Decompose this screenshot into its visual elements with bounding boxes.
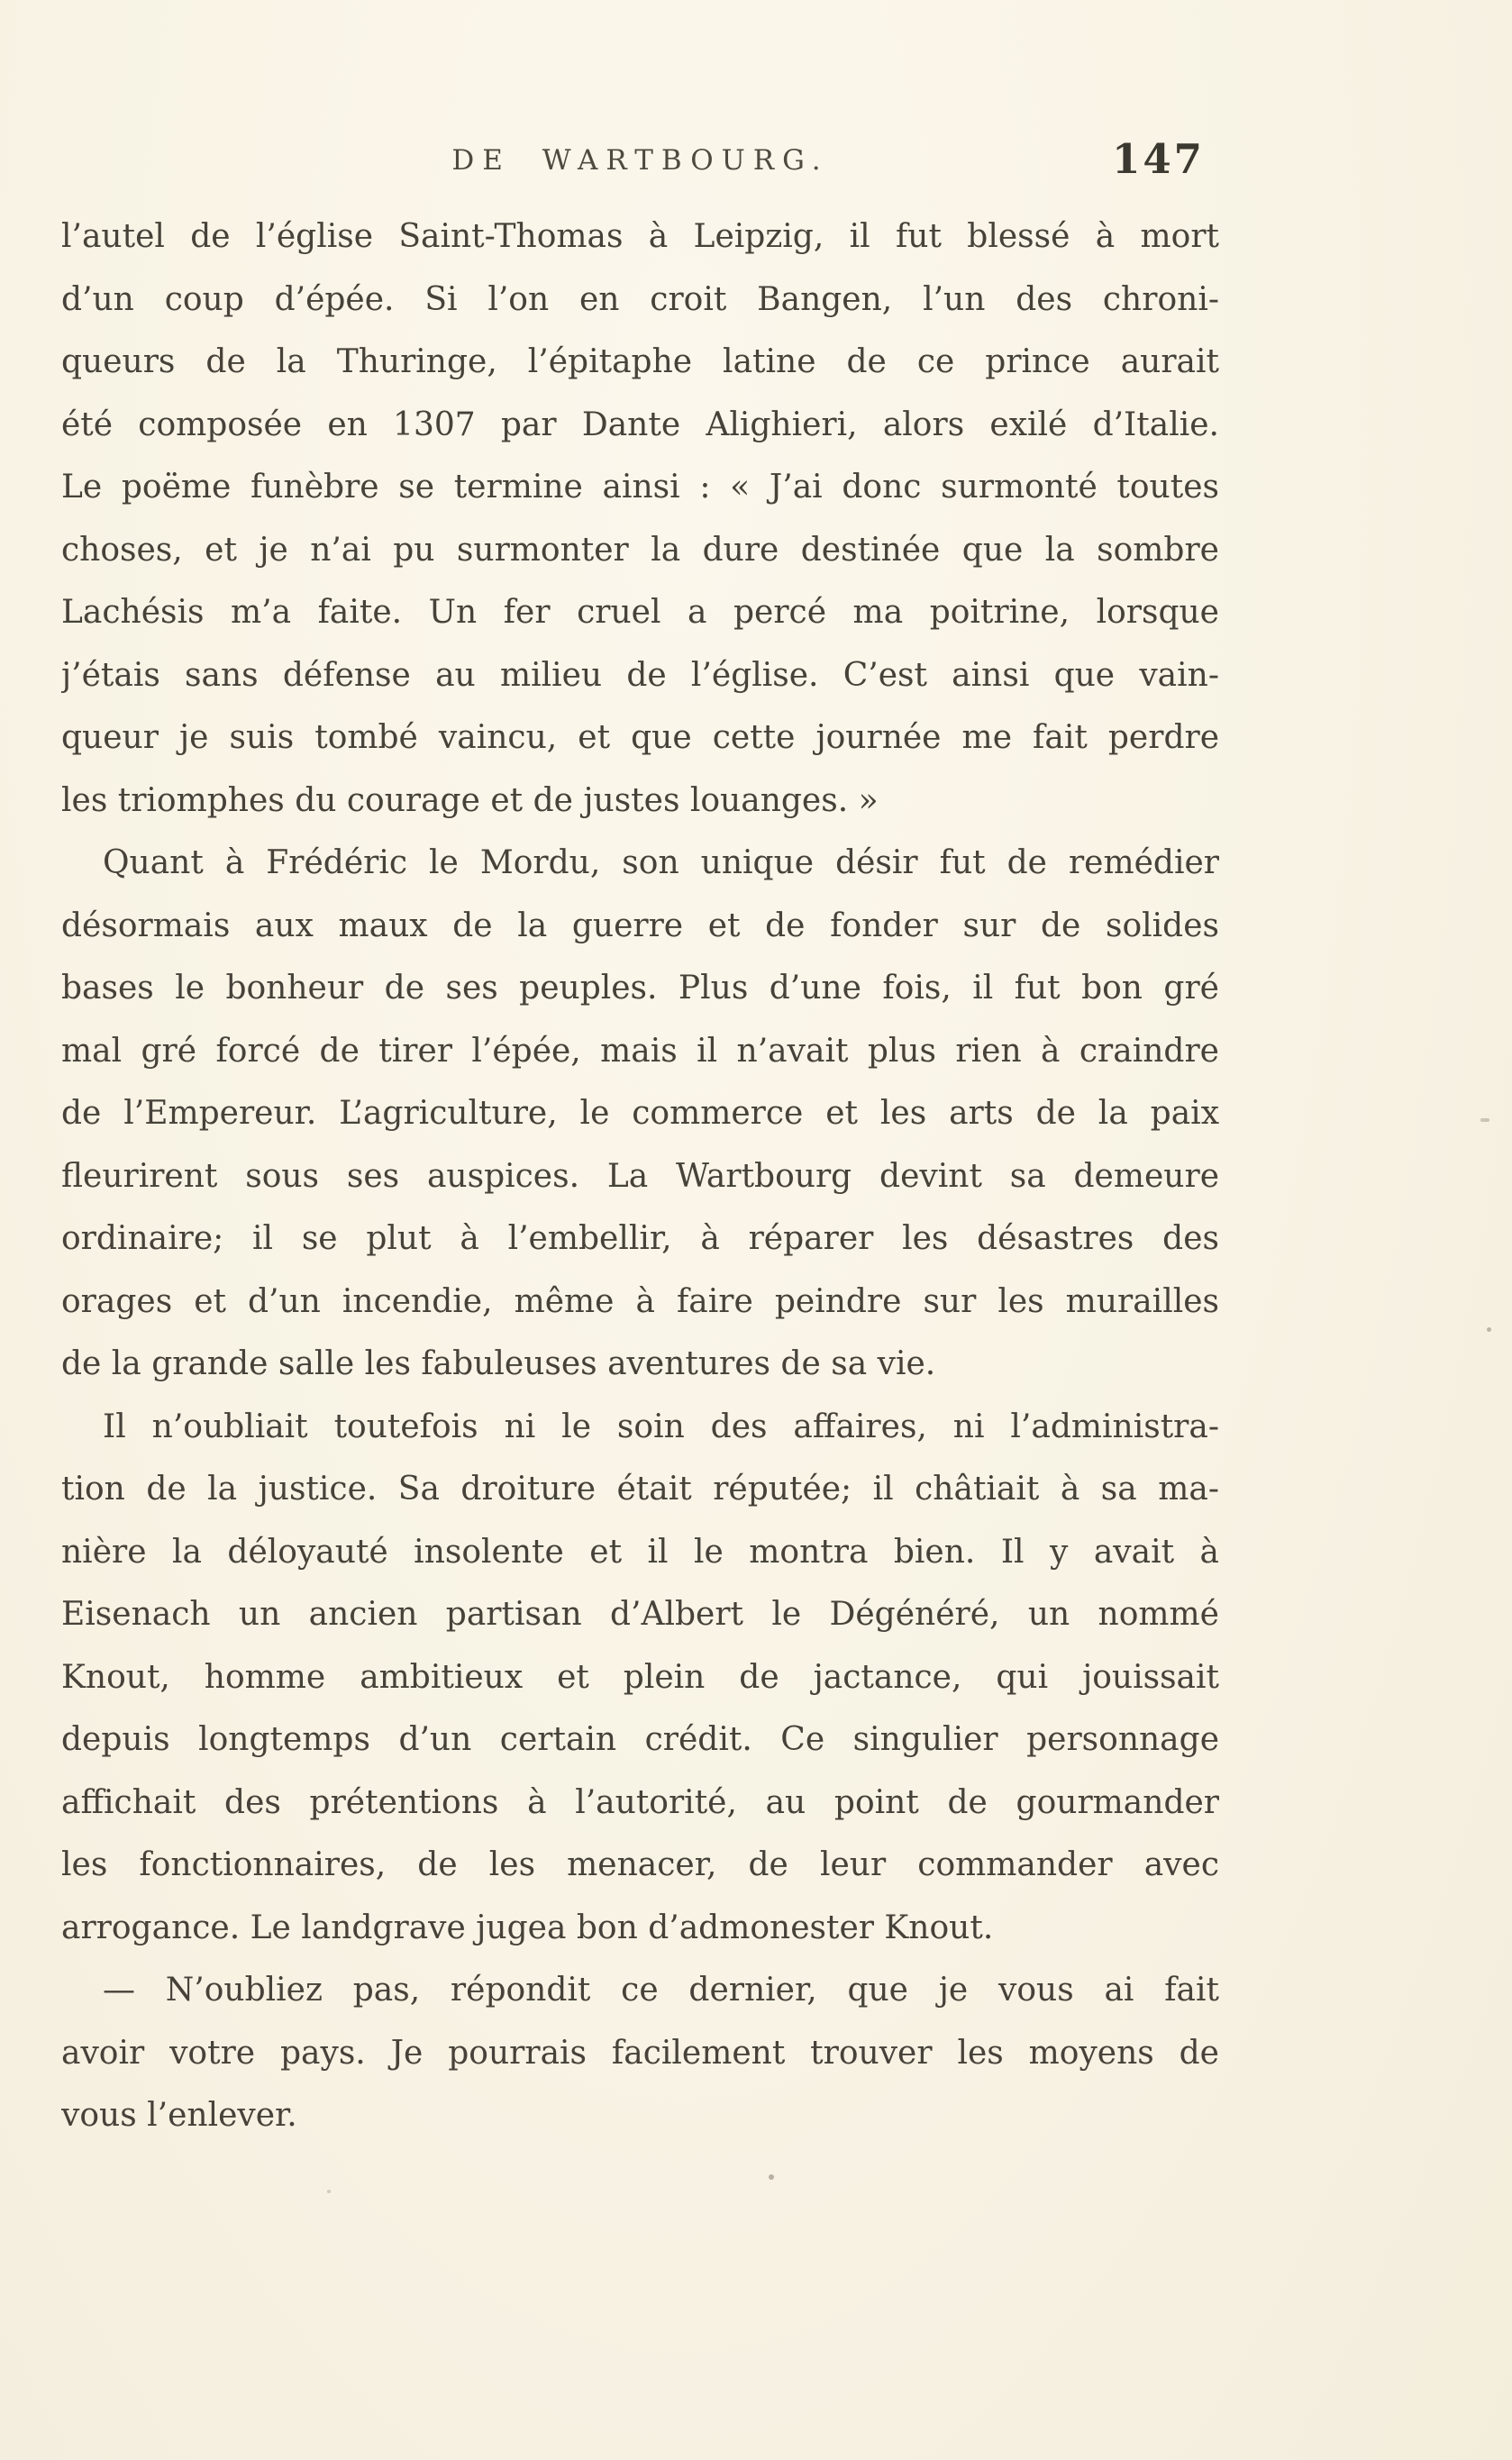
scan-speck	[327, 2190, 331, 2193]
text-line: l’autel de l’église Saint-Thomas à Leipzig, il fut blessé à mort	[61, 218, 1219, 255]
text-line: bases le bonheur de ses peuples. Plus d’une fois, il fut bon gré	[61, 970, 1219, 1007]
running-title: DE WARTBOURG.	[451, 144, 829, 177]
text-line: — N’oubliez pas, répondit ce dernier, que je vous ai fait	[103, 1972, 1219, 2009]
text-line: fleurirent sous ses auspices. La Wartbourg devint sa demeure	[61, 1157, 1219, 1195]
text-line: Quant à Frédéric le Mordu, son unique désir fut de remédier	[103, 844, 1219, 881]
text-line: désormais aux maux de la guerre et de fonder sur de solides	[61, 907, 1219, 944]
scan-speck	[1487, 1327, 1491, 1332]
text-line: été composée en 1307 par Dante Alighieri, alors exilé d’Italie.	[61, 405, 1219, 443]
text-line: d’un coup d’épée. Si l’on en croit Bangen, l’un des chroni-	[61, 280, 1219, 318]
text-line: queur je suis tombé vaincu, et que cette journée me fait perdre	[61, 719, 1219, 756]
text-line: Knout, homme ambitieux et plein de jactance, qui jouissait	[61, 1658, 1219, 1696]
text-line: les fonctionnaires, de les menacer, de leur commander avec	[61, 1846, 1219, 1883]
text-line: vous l’enlever.	[61, 2097, 297, 2134]
text-line: ordinaire; il se plut à l’embellir, à réparer les désastres des	[61, 1220, 1219, 1257]
text-line: de l’Empereur. L’agriculture, le commerce et les arts de la paix	[61, 1095, 1219, 1132]
text-line: Le poëme funèbre se termine ainsi : « J’ai donc surmonté toutes	[61, 469, 1219, 506]
text-line: orages et d’un incendie, même à faire peindre sur les murailles	[61, 1282, 1219, 1320]
text-line: les triomphes du courage et de justes louanges. »	[61, 781, 879, 819]
text-line: Lachésis m’a faite. Un fer cruel a percé ma poitrine, lorsque	[61, 594, 1219, 631]
body-text	[61, 205, 1219, 2147]
text-line: queurs de la Thuringe, l’épitaphe latine de ce prince aurait	[61, 343, 1219, 380]
scan-speck	[769, 2174, 774, 2180]
page-number: 147	[1112, 135, 1205, 183]
text-line: avoir votre pays. Je pourrais facilement trouver les moyens de	[61, 2034, 1219, 2072]
text-line: depuis longtemps d’un certain crédit. Ce singulier personnage	[61, 1721, 1219, 1758]
text-line: arrogance. Le landgrave jugea bon d’admonester Knout.	[61, 1909, 994, 1946]
text-line: nière la déloyauté insolente et il le montra bien. Il y avait à	[61, 1533, 1219, 1571]
scan-speck	[1480, 1118, 1489, 1122]
text-line: tion de la justice. Sa droiture était réputée; il châtiait à sa ma-	[61, 1471, 1219, 1508]
text-line: mal gré forcé de tirer l’épée, mais il n’avait plus rien à craindre	[61, 1032, 1219, 1070]
text-line: affichait des prétentions à l’autorité, au point de gourmander	[61, 1783, 1219, 1821]
text-line: j’étais sans défense au milieu de l’église. C’est ainsi que vain-	[61, 656, 1219, 694]
page-header	[61, 135, 1219, 198]
text-line: choses, et je n’ai pu surmonter la dure destinée que la sombre	[61, 531, 1219, 569]
text-line: de la grande salle les fabuleuses aventures de sa vie.	[61, 1345, 936, 1382]
text-line: Eisenach un ancien partisan d’Albert le Dégénéré, un nommé	[61, 1596, 1219, 1633]
text-line: Il n’oubliait toutefois ni le soin des affaires, ni l’administra-	[103, 1408, 1219, 1445]
